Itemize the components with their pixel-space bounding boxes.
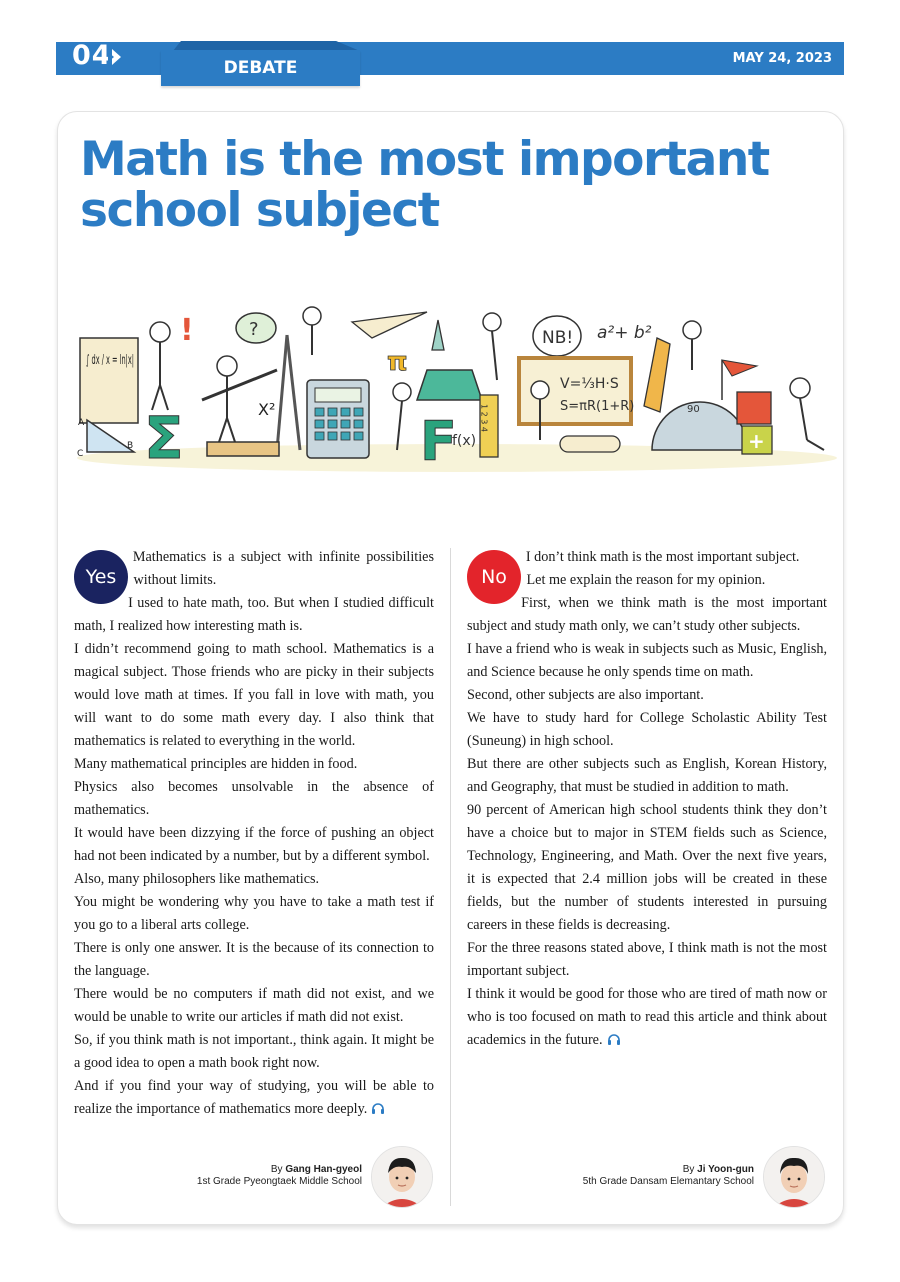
yes-paragraph-text: And if you find your way of studying, you will be able to realize the importance of mathematics more deeply. (74, 1078, 434, 1117)
question-mark: ? (249, 319, 259, 340)
no-school: 5th Grade Dansam Elemantary School (582, 1176, 754, 1187)
f-letter: F (420, 410, 457, 473)
chevron-right-icon (112, 49, 121, 65)
nb-label: NB! (542, 328, 574, 348)
yes-paragraph: There would be no computers if math did not exist, and we would be unable to write our articles if math did not exist. (74, 986, 434, 1025)
yes-paragraph: I didn’t recommend going to math school. Mathematics is a magical subject. Those friends who are picky in their subjects would love math at times. If you fall in love with math, you will want to do some math every day. I also think that mathematics is related to everything in the world. (74, 641, 434, 749)
a2b2-label: a²+ b² (597, 323, 652, 343)
math-illustration (72, 300, 842, 480)
no-paragraph: I have a friend who is weak in subjects such as Music, English, and Science because he only spends time on math. (467, 641, 827, 680)
yes-paragraph: Many mathematical principles are hidden in food. (74, 756, 358, 772)
yes-paragraph: I used to hate math, too. But when I studied difficult math, I realized how interesting math is. (74, 595, 434, 634)
title-line-1: Math is the most important (80, 132, 769, 187)
no-paragraph: I don’t think math is the most important subject. (525, 549, 800, 565)
no-paragraph: Let me explain the reason for my opinion. (526, 572, 766, 588)
yes-paragraph: Also, many philosophers like mathematics. (74, 871, 320, 887)
yes-paragraph: Mathematics is a subject with infinite possibilities without limits. (132, 549, 434, 588)
byline-prefix: By (270, 1164, 286, 1175)
triangle-b: B (127, 441, 134, 451)
volume-formula: V=⅓H·S (560, 376, 619, 392)
headphones-icon (607, 1033, 621, 1045)
no-paragraph-text: I think it would be good for those who are tired of math now or who is too focused on math to read this article and think about academics in the future. (467, 986, 827, 1048)
boy-portrait (764, 1147, 824, 1207)
no-badge: No (467, 550, 521, 604)
no-paragraph-last (467, 983, 827, 1052)
boy-portrait (372, 1147, 432, 1207)
issue-date: MAY 24, 2023 (732, 51, 832, 66)
triangle-c: C (77, 449, 84, 459)
x-squared: X² (258, 400, 276, 419)
calculator (307, 380, 369, 458)
no-paragraph: We have to study hard for College Scholastic Ability Test (Suneung) in high school. (467, 710, 827, 749)
section-label: DEBATE (223, 58, 298, 78)
fx-label: f(x) (452, 433, 477, 449)
yes-school: 1st Grade Pyeongtaek Middle School (196, 1176, 362, 1187)
no-paragraph: Second, other subjects are also important. (467, 687, 704, 703)
title-line-2: school subject (80, 183, 439, 238)
no-column (467, 546, 827, 1052)
yes-badge: Yes (74, 550, 128, 604)
column-divider (450, 548, 451, 1206)
no-byline (583, 1164, 754, 1188)
no-paragraph: 90 percent of American high school students think they don’t have a choice but to major in STEM fields such as Science, Technology, Engineering, and Math. Over the next five years, it is expected that 2.4 million jobs will be created in these fields, but the number of students interested in pursuing careers in these fields is decreasing. (467, 802, 827, 933)
protractor-90: 90 (687, 404, 700, 415)
headphones-icon (371, 1102, 385, 1114)
area-formula: S=πR(1+R) (560, 399, 635, 414)
byline-prefix: By (682, 1164, 698, 1175)
avatar (763, 1146, 825, 1208)
formula-dx: ∫ dx / x = ln|x| (86, 353, 134, 368)
sigma-symbol: Σ (144, 404, 184, 472)
exclaim-mark: ! (180, 313, 194, 348)
yes-paragraph: So, if you think math is not important., think again. It might be a good idea to open a math book right now. (74, 1032, 434, 1071)
article-title (80, 134, 780, 236)
yes-byline (197, 1164, 362, 1188)
no-paragraph: First, when we think math is the most important subject and study math only, we can’t study other subjects. (467, 595, 827, 634)
triangle-a: A (78, 418, 85, 428)
yes-paragraph-last (74, 1075, 434, 1121)
avatar (371, 1146, 433, 1208)
pi-symbol: π (387, 347, 408, 377)
yes-author: Gang Han-gyeol (285, 1164, 362, 1175)
yes-column (74, 546, 434, 1121)
yes-paragraph: It would have been dizzying if the force of pushing an object had not been indicated by a number, but by a different symbol. (74, 825, 434, 864)
yes-paragraph: Physics also becomes unsolvable in the absence of mathematics. (74, 779, 434, 818)
no-author: Ji Yoon-gun (697, 1164, 754, 1175)
protractor (652, 402, 748, 450)
no-paragraph: For the three reasons stated above, I think math is not the most important subject. (467, 940, 827, 979)
ruler-numbers: 1 2 3 4 (479, 404, 489, 432)
page-number: 04 (72, 40, 112, 71)
yes-paragraph: There is only one answer. It is the because of its connection to the language. (74, 940, 434, 979)
no-paragraph: But there are other subjects such as English, Korean History, and Geography, that must be studied in addition to math. (467, 756, 827, 795)
yes-paragraph: You might be wondering why you have to take a math test if you go to a liberal arts college. (74, 894, 434, 933)
plus-block: + (748, 429, 765, 453)
scroll-formula (80, 338, 138, 423)
